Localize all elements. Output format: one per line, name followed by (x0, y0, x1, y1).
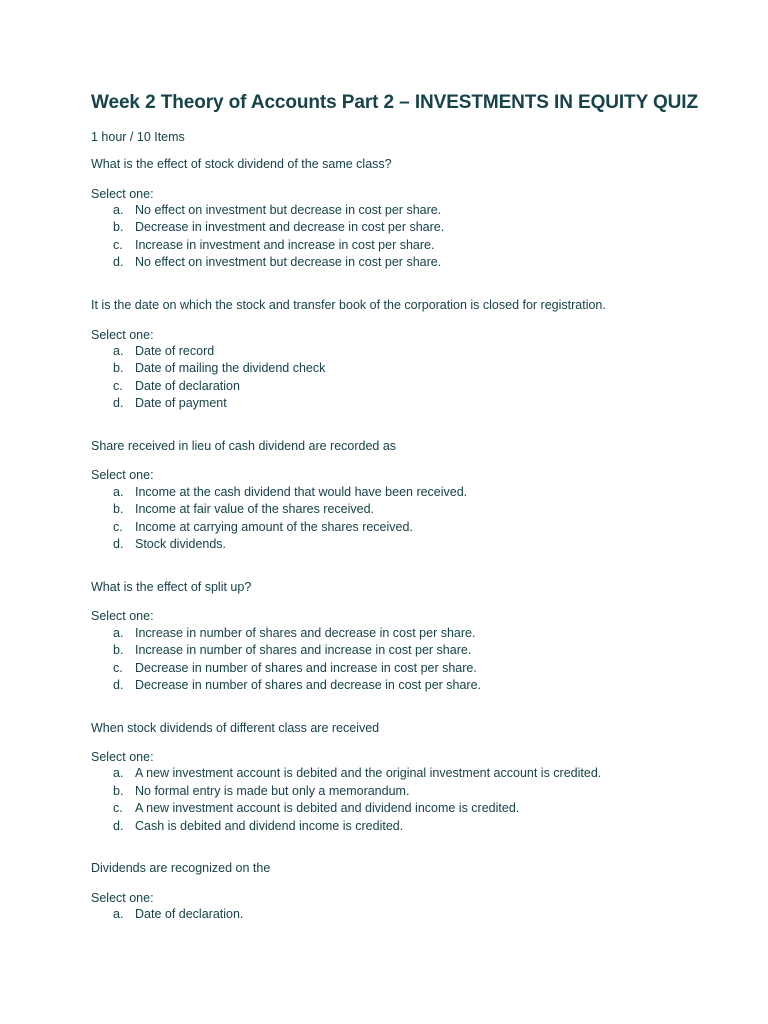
page-title: Week 2 Theory of Accounts Part 2 – INVESTMENTS IN EQUITY QUIZ (91, 92, 698, 113)
option-text: Increase in investment and increase in cost per share. (135, 237, 435, 252)
option-text: Date of declaration (135, 378, 240, 393)
option-letter: b. (113, 220, 124, 235)
option-letter: a. (113, 343, 124, 358)
option-letter: a. (113, 766, 124, 781)
option-letter: c. (113, 660, 123, 675)
option-text: Date of record (135, 343, 215, 358)
answer-option (113, 536, 731, 554)
option-letter: a. (113, 484, 124, 499)
question-list (91, 157, 731, 924)
answer-option (113, 343, 731, 361)
option-list (91, 202, 731, 272)
option-text: Income at the cash dividend that would have been received. (135, 484, 468, 499)
option-letter: d. (113, 396, 124, 411)
answer-option (113, 818, 731, 836)
option-text: Decrease in number of shares and decrease in cost per share. (135, 678, 482, 692)
option-letter: d. (113, 537, 124, 552)
option-letter: c. (113, 378, 123, 393)
question-text: Share received in lieu of cash dividend are recorded as (91, 438, 397, 453)
answer-option (113, 237, 731, 255)
option-text: Income at fair value of the shares received. (135, 502, 375, 517)
answer-option (113, 202, 731, 220)
option-text: Stock dividends. (135, 537, 227, 552)
option-letter: c. (113, 801, 123, 816)
question-text: When stock dividends of different class are received (91, 720, 380, 735)
option-list (91, 625, 731, 695)
question-text: Dividends are recognized on the (91, 861, 271, 876)
question-block (91, 580, 731, 721)
quiz-document (91, 92, 731, 924)
select-one-label: Select one: (91, 327, 154, 342)
option-text: A new investment account is debited and dividend income is credited. (135, 801, 520, 816)
option-text: Cash is debited and dividend income is credited. (135, 818, 404, 833)
option-letter: c. (113, 519, 123, 534)
answer-option (113, 765, 731, 783)
option-letter: b. (113, 502, 124, 517)
option-text: No effect on investment but decrease in cost per share. (135, 255, 442, 270)
option-text: Decrease in number of shares and increase in cost per share. (135, 660, 477, 675)
select-one-label: Select one: (91, 186, 154, 201)
answer-option (113, 660, 731, 678)
question-text: It is the date on which the stock and transfer book of the corporation is closed for registration. (91, 297, 606, 312)
answer-option (113, 378, 731, 396)
option-list (91, 484, 731, 554)
question-text: What is the effect of stock dividend of the same class? (91, 157, 392, 171)
answer-option (113, 219, 731, 237)
answer-option (113, 677, 731, 695)
option-letter: b. (113, 783, 124, 798)
select-one-label: Select one: (91, 609, 154, 624)
option-list (91, 343, 731, 413)
option-text: No effect on investment but decrease in cost per share. (135, 202, 442, 217)
option-letter: a. (113, 202, 124, 217)
option-letter: a. (113, 907, 124, 922)
quiz-meta: 1 hour / 10 Items (91, 130, 185, 144)
answer-option (113, 395, 731, 413)
answer-option (113, 642, 731, 660)
option-text: Date of payment (135, 396, 227, 411)
option-text: A new investment account is debited and the original investment account is credited. (135, 766, 602, 781)
option-letter: c. (113, 237, 123, 252)
option-letter: a. (113, 625, 124, 640)
option-text: Increase in number of shares and decrease in cost per share. (135, 625, 476, 640)
question-block (91, 157, 731, 298)
question-block (91, 721, 731, 862)
answer-option (113, 360, 731, 378)
question-block (91, 439, 731, 580)
answer-option (113, 625, 731, 643)
select-one-label: Select one: (91, 891, 154, 905)
question-block (91, 861, 731, 923)
answer-option (113, 484, 731, 502)
option-text: No formal entry is made but only a memorandum. (135, 783, 410, 798)
option-letter: d. (113, 678, 124, 692)
answer-option (113, 519, 731, 537)
answer-option (113, 501, 731, 519)
option-text: Date of mailing the dividend check (135, 361, 326, 376)
answer-option (113, 800, 731, 818)
select-one-label: Select one: (91, 750, 154, 765)
answer-option (113, 783, 731, 801)
option-letter: d. (113, 818, 124, 833)
option-letter: d. (113, 255, 124, 270)
option-letter: b. (113, 361, 124, 376)
answer-option (113, 906, 731, 924)
question-block (91, 298, 731, 439)
option-letter: b. (113, 643, 124, 657)
option-text: Increase in number of shares and increase in cost per share. (135, 643, 472, 657)
option-text: Income at carrying amount of the shares received. (135, 519, 413, 534)
select-one-label: Select one: (91, 468, 154, 483)
option-text: Date of declaration. (135, 907, 244, 922)
option-list (91, 906, 731, 924)
option-text: Decrease in investment and decrease in cost per share. (135, 220, 445, 235)
option-list (91, 765, 731, 835)
question-text: What is the effect of split up? (91, 579, 252, 594)
answer-option (113, 254, 731, 272)
